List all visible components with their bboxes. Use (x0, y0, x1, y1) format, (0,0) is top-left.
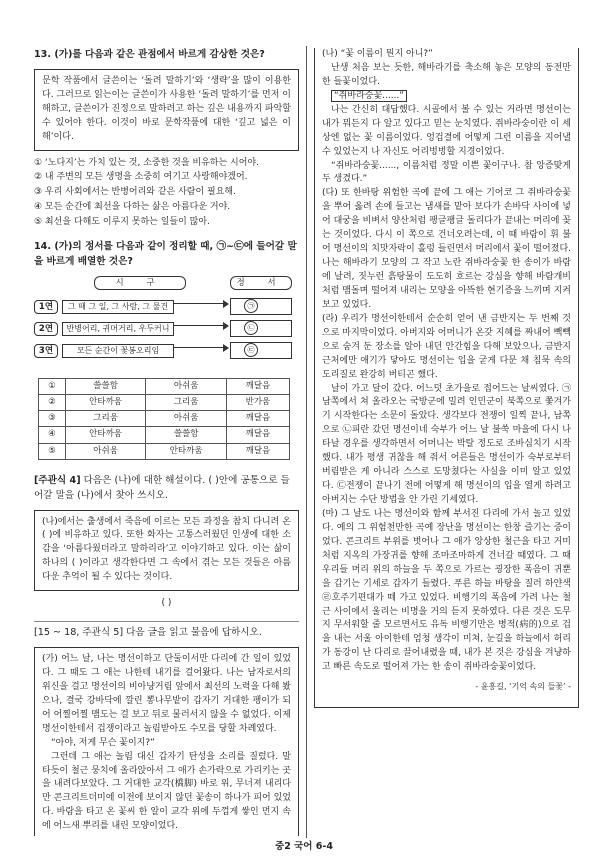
answer-cell: 깨달음 (226, 427, 289, 443)
choice-4[interactable]: ④ 모든 순간에 최선을 다하는 삶은 아름다운 거야. (34, 202, 231, 213)
answer-cell: 깨달음 (226, 443, 289, 459)
subjective-4 (34, 474, 299, 611)
arrow-line (174, 347, 226, 348)
answer-cell: 그리움 (65, 411, 146, 427)
viewpoint-box: 문학 작품에서 글쓴이는 ‘돌려 말하기’와 ‘생략’을 많이 이용한다. 그러므로 읽는이는 글쓴이가 사용한 ‘돌려 말하기’를 먼저 이해하고, 글쓴이가 진정으로 말하려고 하는 깊은 내용까지 파악할 수 있어야 한다. 이것이 바로 문학작품에 대한 ‘깊고 넓은 이해’이다. (34, 69, 299, 151)
answer-number[interactable]: ② (39, 395, 66, 411)
passage-box-right (314, 48, 579, 708)
emotion-matching (34, 276, 299, 372)
answer-cell: 쓸쓸함 (146, 427, 227, 443)
passage-na-quote: “꽃 이름이 뭔지 아니?” (340, 49, 433, 59)
choice-3[interactable]: ③ 우리 사회에서는 반병어리와 같은 사람이 필요해. (34, 187, 236, 198)
arrow-head-icon (223, 300, 229, 308)
question-number: 14. (34, 241, 51, 253)
answer-row[interactable] (39, 443, 290, 459)
passage-ga: 어느 날, 나는 명선이하고 단둘이서만 다리에 간 일이 있었다. 그 때도 그 애는 나한테 내기를 걸어왔다. 나는 남자로서의 위신을 걸고 명선이의 비아냥거림 앞에서 최선의 노력을 다해 봤으나, 결국 강바닥에 깔린 뽕나무밭이 갑자기 거대한 팽이가 되어 어찔어찔 맴도는 걸 보고 뒤로 물러서지 않을 수 없었다. 이제 명선이한테서 겁쟁이라고 놀림받아도 수모를 당할 차례였다. (42, 654, 291, 734)
poem-phrase: 그 때 그 일, 그 사람, 그 물건 (62, 300, 174, 314)
choice-5[interactable]: ⑤ 최선을 다해도 이루지 못하는 일들이 많아. (34, 217, 210, 228)
answer-cell: 안타까움 (65, 395, 146, 411)
answer-row[interactable] (39, 411, 290, 427)
question-number: 13. (34, 49, 51, 60)
page-footer: 중2 국어 6-4 (275, 841, 333, 852)
emotion-cell (230, 342, 292, 359)
stanza-label: 1연 (34, 300, 58, 314)
poem-phrase: 반병어리, 귀머거리, 우두커니 (62, 322, 174, 336)
answer-cell: 안타까움 (65, 427, 146, 443)
answer-row[interactable] (39, 378, 290, 394)
answer-number[interactable]: ⑤ (39, 443, 66, 459)
emotion-header: 정 서 (230, 276, 292, 290)
answer-cell: 깨달음 (226, 378, 289, 394)
passage-na-answer: “쥐바라숭꽃......” (331, 90, 407, 102)
answer-number[interactable]: ④ (39, 427, 66, 443)
answer-number[interactable]: ① (39, 378, 66, 394)
passage-ga-cont: 그런데 그 애는 놀림 대신 갑자기 탄성을 소리를 질렀다. 말 타듯이 철근 뭉치에 올라앉아서 그 애가 손가락으로 가리키는 곳을 내려다보았다. 그 거대한 교각(橋脚) 바로 위, 무너져 내리다 만 콘크리트더미에 이전에 보이지 않던 꽃송이 하나가 피어 있었다. 바람을 타고 온 꽃씨 한 알이 교각 위에 두껍게 쌓인 먼지 속에 어느새 뿌리를 내린 모양이었다. (42, 751, 291, 832)
column-divider (306, 46, 307, 838)
answer-cell: 아쉬움 (65, 443, 146, 459)
passage-box-left (34, 647, 299, 836)
answer-blank[interactable]: ( ) (161, 598, 172, 609)
left-column (34, 48, 299, 836)
answer-row[interactable] (39, 427, 290, 443)
poem-header: 시 구 (94, 276, 186, 290)
passage-ra-cont: 날이 가고 달이 갔다. 어느덧 초가을로 접어드는 날씨였다. ㉠남쪽에서 쳐 올라오는 국방군에 밀려 인민군이 북쪽으로 쫓겨가기 시작한다는 소문이 돌았다. 생각보다 전쟁이 일찍 끝나, 남쪽으로 ㉡피란 갔던 명선이네 숙부가 어느 날 불쑥 마을에 다시 나타날 경우를 생각하면서 어머니는 박탈 정도로 조바심치기 시작했다. 내가 평생 귀찮을 해 줘서 어른들은 명선이가 숙부로부터 버림받은 게 아니라 스스로 도망쳤다는 사실을 이미 알고 있었다. ㉢전쟁이 끝나기 전에 어떻게 해 명선이의 입을 열게 하려고 아버지는 수단 방법을 안 가린 기세였다. (322, 383, 571, 505)
question-title: (가)를 다음과 같은 관점에서 바르게 감상한 것은? (54, 49, 265, 60)
answer-cell: 깨달음 (226, 411, 289, 427)
passage-na: 난생 처음 보는 듯한, 해바라기를 축소해 놓은 모양의 동전만한 들꽃이었다. (322, 62, 571, 87)
question-title: (가)의 정서를 다음과 같이 정리할 때, ㉠~㉢에 들어갈 말을 바르게 배열한 것은? (34, 241, 297, 268)
emotion-cell (230, 320, 292, 337)
arrow-line (174, 325, 226, 326)
answer-cell: 아쉬움 (146, 378, 227, 394)
subjective-label: [주관식 4] (34, 474, 81, 486)
blank-mark: ㉢ (244, 343, 258, 357)
choice-2[interactable]: ② 내 주변의 모든 생명을 소중히 여기고 사랑해야겠어. (34, 172, 248, 183)
answer-cell: 반가움 (226, 395, 289, 411)
passage-na-quote2: “쥐바라숭꽃......, 이름처럼 정말 이쁜 꽃이구나. 참 앙증맞게두 생겼다.” (322, 160, 571, 185)
question-14 (34, 240, 299, 460)
matching-row (34, 300, 294, 314)
answer-cell: 쓸쓸함 (65, 378, 146, 394)
passage-instruction: [15 ~ 18, 주관식 5] 다음 글을 읽고 물음에 답하시오. (34, 621, 299, 641)
answer-cell: 안타까움 (146, 443, 227, 459)
question-13 (34, 48, 299, 230)
passage-da: 또 한바탕 위험한 곡예 끝에 그 애는 기어코 그 쥐바라숭꽃을 뿌어 옳려 손에 들고는 냄새를 맡아 보다가 손바닥 사이에 넣어 대궁을 비벼서 양산처럼 팽글팽글 돌리다가 끝내는 머리에 꽂는 것이었다. 다시 이 쪽으로 건너오려는데, 이 때 바람이 휘 불어 명선이의 치맛자락이 홀렁 들린면서 머리에서 꽃이 떨어졌다. 나는 해바라기 모양의 그 작고 노란 쥐바라숭꽃 한 송이가 바람에 날려, 짓누런 흙탕물이 도도히 흐르는 강심을 향해 바람개비처럼 맴돌며 떨어져 내리는 모양을 아뜩한 현기증을 느끼며 지켜보고 있었다. (322, 188, 571, 310)
stanza-label: 3연 (34, 344, 58, 358)
arrow-line (174, 303, 226, 304)
choice-list (34, 157, 299, 231)
passage-ga-quote: “아야, 저게 무슨 꽃이지?” (51, 737, 155, 748)
matching-row (34, 322, 294, 336)
poem-phrase: 모든 순간이 꽃봉오리임 (62, 344, 174, 358)
answer-cell: 그리움 (146, 395, 227, 411)
section-label: (나) (322, 49, 338, 59)
blank-mark: ㉡ (244, 321, 258, 335)
source-citation: - 윤흥길, ‘기억 속의 들꽃’ - (475, 682, 571, 692)
stanza-label: 2연 (34, 322, 58, 336)
answer-cell: 아쉬움 (146, 411, 227, 427)
passage-na-cont: 나는 간신히 대답했다. 시골에서 볼 수 있는 거라면 명선이는 내가 뭐든지 다 알고 있다고 믿는 눈치였다. 쥐바라숭이란 이 세상엔 없는 꽃 이름이었다. 엉겁결에 어떻게 그런 이름을 지어낼 수 있었는지 나 자신도 어리벙벙할 지경이었다. (322, 104, 571, 157)
subjective-title: 다음은 (나)에 대한 해설이다. ( )안에 공통으로 들어갈 말을 (나)에서 찾아 쓰시오. (34, 474, 290, 501)
emotion-cell (230, 298, 292, 315)
passage-intro (34, 621, 299, 641)
answer-table (38, 378, 290, 460)
answer-number[interactable]: ③ (39, 411, 66, 427)
blank-mark: ㉠ (244, 299, 258, 313)
section-label: (가) (42, 654, 58, 665)
choice-1[interactable]: ① ‘노다지’는 가치 있는 것, 소중한 것을 비유하는 시어야. (34, 157, 259, 168)
section-label: (마) (322, 508, 338, 519)
right-column (314, 48, 579, 714)
passage-ra: 우리가 명선이한테서 순순히 얻어 낸 금반지는 두 번째 것으로 마지막이었다. 아버지와 어머니가 온갖 지혜를 짜내어 빽빽으로 숨겨 둔 장소를 알아 내던 안간힘을 다해 보았으나, 금반지 근처에만 애기가 닿아도 명선이는 입을 굳게 다문 채 침묵 속의 도리질로 완강히 버티곤 했다. (322, 313, 571, 380)
answer-row[interactable] (39, 395, 290, 411)
arrow-head-icon (223, 322, 229, 330)
passage-ma: 그 날도 나는 명선이와 함께 부서진 다리에 가서 놀고 있었다. 예의 그 위험천만한 곡예 장난을 명선이는 한창 즐기는 중이었다. 콘크리트 부위를 벗어나 그 애가 앙상한 철근을 타고 거미처럼 지옥의 가장귀를 향해 조마조마하게 건너갈 때였다. 그 때 우리들 머리 위의 하늘을 두 쪽으로 가르는 굉장한 폭음이 귀뿐을 갑기는 기세로 갑자기 들렸다. 푸른 하늘 바탕을 질러 하얀색 ㉣호주기편대가 떼 가고 있었다. 비행기의 폭음에 가려 나는 철근 사이에서 울리는 비명을 거의 듣지 못하였다. 다른 것은 도무지 무서워할 줄 모르면서도 유독 비행기만은 병적(病的)으로 겁을 내는 서울 아이한테 엄청 생각이 미쳐, 눈길을 하늘에서 허리가 동강이 난 다리로 끌어내렸을 때, 내가 본 것은 강심을 겨냥하고 빠른 속도로 떨어져 가는 한 송이 쥐바라숭꽃이었다. (322, 508, 571, 673)
section-label: (다) (322, 188, 338, 199)
commentary-box: (나)에서는 출생에서 죽음에 이르는 모든 과정을 참치 다니려 온 ( )에 비유하고 있다. 또한 화자는 고통스러웠던 인생에 대한 소감을 ‘아름다웠더라고 말하리라’고 이야기하고 있다. 이는 삶이 하나의 ( )이라고 생각한다면 그 속에서 겪는 모든 것들은 아름다운 추억이 될 수 있다는 것이다. (34, 510, 299, 592)
section-label: (라) (322, 313, 338, 324)
arrow-head-icon (223, 344, 229, 352)
matching-row (34, 344, 294, 358)
